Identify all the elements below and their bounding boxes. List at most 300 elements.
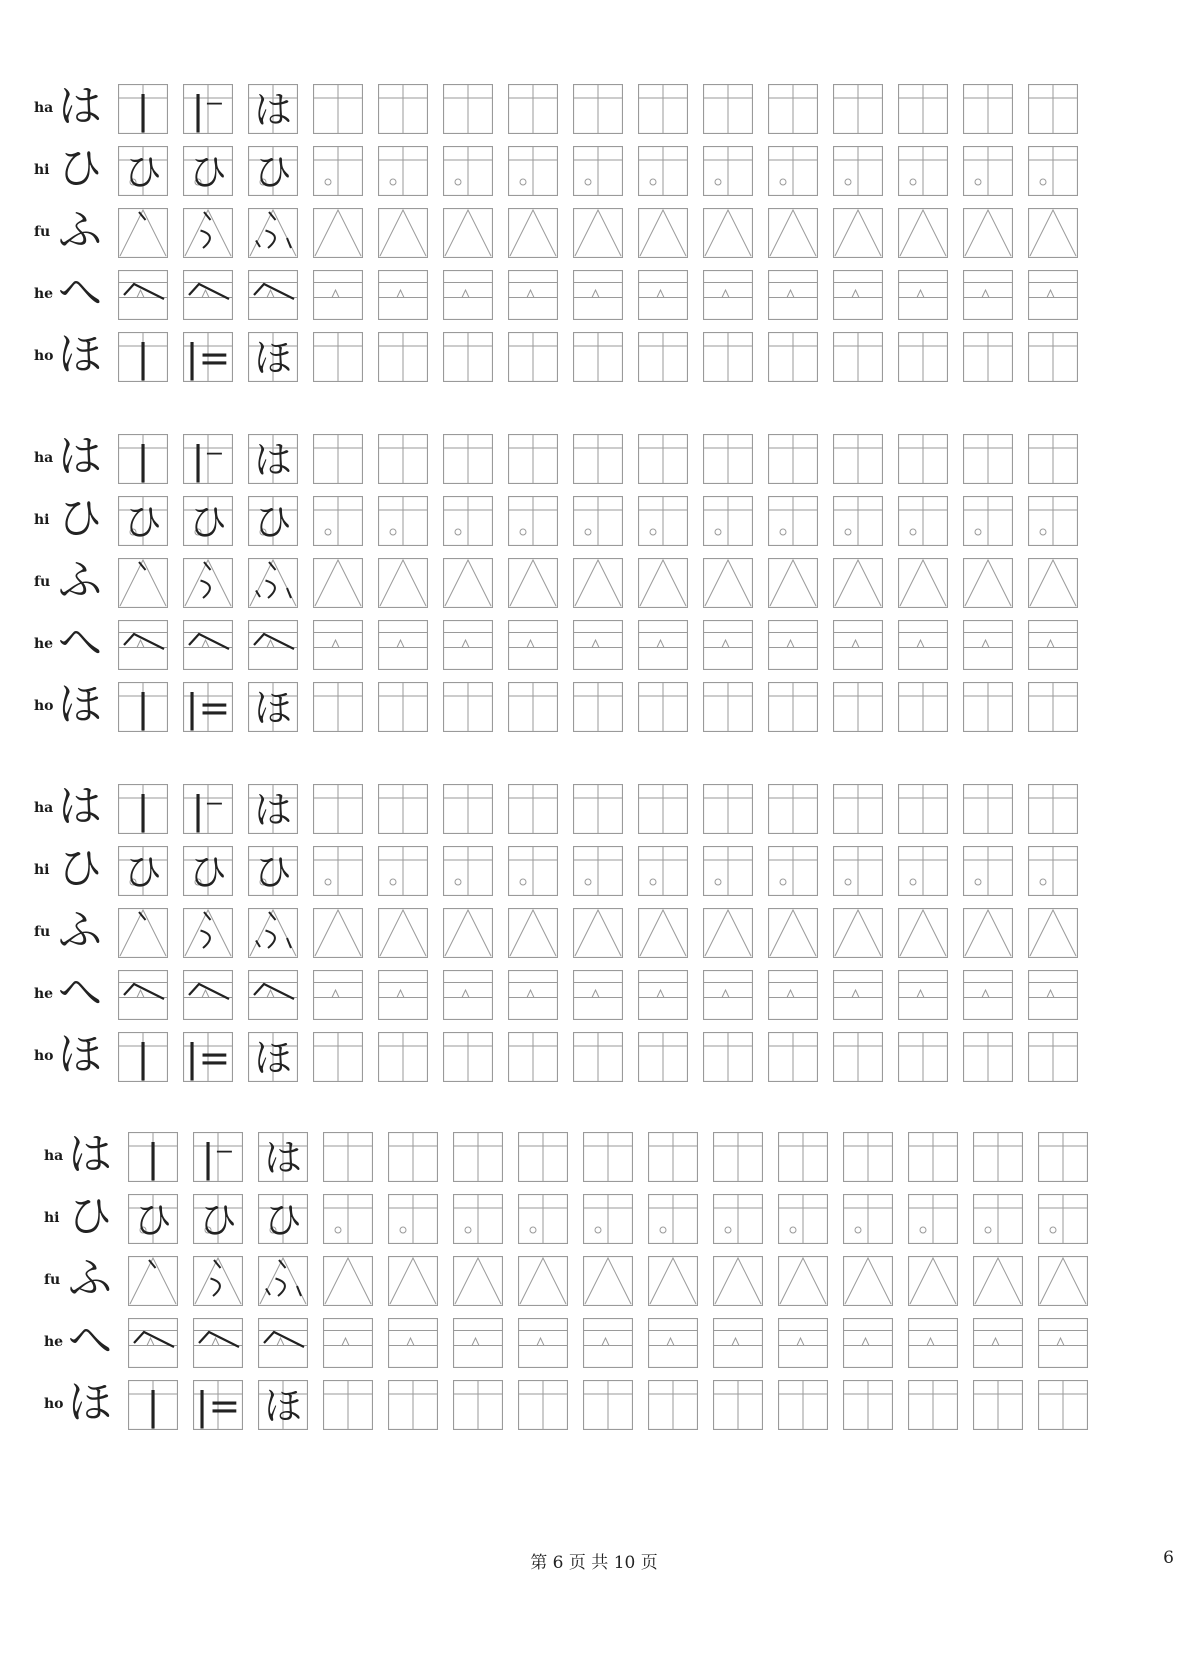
practice-cell [768, 908, 818, 958]
sample-stroke-text: ひ [198, 1198, 238, 1242]
practice-cell [843, 1380, 893, 1430]
practice-cell [323, 1256, 373, 1306]
kana-row-hi [0, 144, 1188, 200]
kana-character: ふ [58, 205, 102, 256]
sample-stroke-text: |⁻ [191, 438, 225, 482]
romaji-label: ha [44, 1148, 64, 1164]
practice-cell [908, 1194, 958, 1244]
practice-cell [898, 970, 948, 1020]
kana-row-ho [0, 680, 1188, 736]
practice-cell [443, 970, 493, 1020]
romaji-label: ha [34, 800, 54, 816]
practice-cell [518, 1256, 568, 1306]
sample-cell [118, 84, 168, 134]
practice-cell [703, 270, 753, 320]
practice-cell [323, 1132, 373, 1182]
romaji-label: ho [44, 1396, 64, 1412]
kana-character: ふ [68, 1253, 112, 1304]
practice-cell [443, 84, 493, 134]
romaji-label: hi [44, 1210, 60, 1226]
practice-cell [378, 332, 428, 382]
sample-stroke-text: ひ [188, 850, 228, 894]
sample-cell [248, 620, 298, 670]
sample-cell [118, 784, 168, 834]
sample-stroke-text: ひ [253, 850, 293, 894]
page-footer: 第 6 页 共 10 页 [530, 1553, 658, 1573]
practice-cell [388, 1318, 438, 1368]
practice-cell [508, 846, 558, 896]
kana-row-he [0, 1316, 1188, 1372]
practice-cell [648, 1256, 698, 1306]
practice-cell [768, 1032, 818, 1082]
sample-cell [183, 970, 233, 1020]
practice-cell [573, 146, 623, 196]
practice-cell [453, 1380, 503, 1430]
romaji-label: ho [34, 348, 54, 364]
practice-cell [573, 496, 623, 546]
romaji-label: fu [44, 1272, 61, 1288]
practice-cell [843, 1318, 893, 1368]
sample-stroke-text: は [253, 788, 293, 832]
practice-cell [313, 846, 363, 896]
practice-cell [443, 208, 493, 258]
practice-cell [833, 620, 883, 670]
practice-cell [573, 84, 623, 134]
practice-cell [898, 558, 948, 608]
practice-cell [768, 496, 818, 546]
practice-cell [378, 434, 428, 484]
sample-cell [183, 270, 233, 320]
practice-cell [833, 846, 883, 896]
practice-cell [703, 620, 753, 670]
kana-row-fu [0, 556, 1188, 612]
sample-stroke-text: ほ [253, 336, 293, 380]
practice-cell [573, 434, 623, 484]
practice-cell [908, 1380, 958, 1430]
romaji-label: hi [34, 512, 50, 528]
kana-row-hi [0, 844, 1188, 900]
practice-cell [638, 84, 688, 134]
sample-cell [258, 1256, 308, 1306]
sample-stroke-text: |= [185, 1036, 231, 1080]
practice-cell [583, 1256, 633, 1306]
sample-cell [258, 1132, 308, 1182]
practice-cell [313, 682, 363, 732]
romaji-label: fu [34, 924, 51, 940]
romaji-label: hi [34, 162, 50, 178]
practice-cell [648, 1132, 698, 1182]
practice-cell [1028, 846, 1078, 896]
practice-cell [833, 208, 883, 258]
practice-cell [898, 784, 948, 834]
practice-cell [638, 970, 688, 1020]
practice-cell [898, 332, 948, 382]
practice-cell [768, 784, 818, 834]
romaji-label: ha [34, 100, 54, 116]
practice-cell [573, 908, 623, 958]
practice-cell [443, 1032, 493, 1082]
sample-cell [258, 1318, 308, 1368]
practice-cell [703, 1032, 753, 1082]
practice-cell [443, 558, 493, 608]
practice-cell [898, 270, 948, 320]
kana-row-he [0, 268, 1188, 324]
practice-cell [703, 496, 753, 546]
practice-cell [313, 208, 363, 258]
practice-cell [843, 1194, 893, 1244]
practice-cell [648, 1318, 698, 1368]
practice-cell [573, 270, 623, 320]
practice-cell [443, 332, 493, 382]
practice-cell [573, 784, 623, 834]
sample-cell [248, 270, 298, 320]
sample-cell [118, 270, 168, 320]
sample-cell [248, 846, 298, 896]
sample-stroke-text: | [146, 1384, 160, 1428]
sample-cell [248, 682, 298, 732]
kana-character: は [68, 1129, 112, 1180]
sample-cell [248, 146, 298, 196]
practice-cell [508, 1032, 558, 1082]
kana-character: ひ [58, 843, 102, 894]
sample-cell [183, 846, 233, 896]
practice-cell [638, 784, 688, 834]
practice-cell [833, 1032, 883, 1082]
kana-row-fu [0, 1254, 1188, 1310]
practice-cell [898, 84, 948, 134]
practice-cell [648, 1194, 698, 1244]
practice-cell [378, 908, 428, 958]
sample-stroke-text: ほ [253, 686, 293, 730]
practice-cell [453, 1318, 503, 1368]
practice-cell [778, 1256, 828, 1306]
practice-cell [703, 558, 753, 608]
sample-stroke-text: ひ [263, 1198, 303, 1242]
practice-cell [1028, 682, 1078, 732]
sample-cell [118, 332, 168, 382]
practice-cell [583, 1194, 633, 1244]
sample-stroke-text: は [253, 438, 293, 482]
practice-cell [443, 434, 493, 484]
sample-stroke-text: | [136, 438, 150, 482]
kana-row-he [0, 618, 1188, 674]
sample-cell [118, 620, 168, 670]
sample-stroke-text: |= [185, 336, 231, 380]
practice-cell [378, 270, 428, 320]
practice-cell [768, 620, 818, 670]
practice-cell [703, 84, 753, 134]
practice-cell [713, 1380, 763, 1430]
practice-cell [1028, 496, 1078, 546]
romaji-label: ho [34, 1048, 54, 1064]
sample-cell [128, 1380, 178, 1430]
practice-cell [908, 1318, 958, 1368]
practice-cell [703, 332, 753, 382]
practice-cell [1028, 620, 1078, 670]
practice-cell [768, 270, 818, 320]
sample-cell [248, 558, 298, 608]
kana-row-hi [0, 494, 1188, 550]
sample-cell [128, 1194, 178, 1244]
practice-cell [638, 558, 688, 608]
sample-cell [183, 208, 233, 258]
sample-stroke-text: ひ [253, 150, 293, 194]
sample-cell [193, 1256, 243, 1306]
practice-cell [573, 558, 623, 608]
practice-cell [443, 270, 493, 320]
practice-cell [703, 146, 753, 196]
sample-stroke-text: ひ [253, 500, 293, 544]
practice-cell [313, 908, 363, 958]
kana-row-ha [0, 782, 1188, 838]
sample-cell [248, 332, 298, 382]
practice-cell [323, 1380, 373, 1430]
romaji-label: ha [34, 450, 54, 466]
sample-cell [183, 1032, 233, 1082]
kana-row-ho [0, 330, 1188, 386]
kana-character: へ [58, 967, 102, 1018]
practice-cell [508, 908, 558, 958]
practice-cell [443, 682, 493, 732]
practice-cell [833, 332, 883, 382]
practice-cell [378, 970, 428, 1020]
romaji-label: ho [34, 698, 54, 714]
sample-cell [193, 1380, 243, 1430]
practice-cell [313, 146, 363, 196]
sample-cell [118, 1032, 168, 1082]
practice-cell [1038, 1380, 1088, 1430]
sample-cell [183, 146, 233, 196]
page-number: 6 [1163, 1548, 1174, 1568]
sample-cell [248, 434, 298, 484]
practice-cell [648, 1380, 698, 1430]
kana-character: ふ [58, 905, 102, 956]
practice-cell [508, 496, 558, 546]
kana-row-he [0, 968, 1188, 1024]
sample-stroke-text: ひ [123, 850, 163, 894]
practice-cell [573, 682, 623, 732]
practice-cell [638, 1032, 688, 1082]
sample-stroke-text: ひ [188, 150, 228, 194]
practice-cell [898, 1032, 948, 1082]
practice-cell [443, 908, 493, 958]
kana-row-ha [0, 82, 1188, 138]
kana-character: ひ [58, 143, 102, 194]
practice-cell [388, 1194, 438, 1244]
kana-character: は [58, 781, 102, 832]
sample-cell [248, 784, 298, 834]
romaji-label: hi [34, 862, 50, 878]
practice-cell [583, 1318, 633, 1368]
kana-character: ふ [58, 555, 102, 606]
practice-cell [713, 1318, 763, 1368]
practice-cell [1038, 1256, 1088, 1306]
practice-cell [898, 682, 948, 732]
sample-stroke-text: は [263, 1136, 303, 1180]
practice-cell [963, 208, 1013, 258]
romaji-label: he [34, 286, 54, 302]
practice-cell [713, 1132, 763, 1182]
practice-cell [963, 84, 1013, 134]
sample-cell [128, 1132, 178, 1182]
practice-cell [768, 84, 818, 134]
practice-cell [703, 784, 753, 834]
practice-cell [508, 682, 558, 732]
practice-cell [388, 1380, 438, 1430]
practice-cell [768, 332, 818, 382]
kana-character: ひ [58, 493, 102, 544]
kana-character: ほ [68, 1377, 112, 1428]
practice-cell [703, 846, 753, 896]
practice-cell [973, 1380, 1023, 1430]
practice-cell [1028, 558, 1078, 608]
practice-cell [713, 1256, 763, 1306]
practice-cell [833, 682, 883, 732]
practice-cell [768, 558, 818, 608]
practice-cell [313, 496, 363, 546]
practice-cell [963, 270, 1013, 320]
practice-cell [378, 1032, 428, 1082]
practice-cell [973, 1256, 1023, 1306]
sample-cell [118, 208, 168, 258]
sample-stroke-text: ほ [253, 1036, 293, 1080]
sample-stroke-text: | [136, 336, 150, 380]
practice-cell [508, 332, 558, 382]
practice-cell [1028, 908, 1078, 958]
practice-cell [508, 84, 558, 134]
practice-cell [703, 434, 753, 484]
sample-stroke-text: | [146, 1136, 160, 1180]
practice-cell [508, 970, 558, 1020]
practice-cell [638, 434, 688, 484]
practice-cell [378, 208, 428, 258]
practice-cell [908, 1132, 958, 1182]
practice-cell [443, 620, 493, 670]
sample-cell [193, 1132, 243, 1182]
sample-cell [183, 558, 233, 608]
sample-stroke-text: |⁻ [201, 1136, 235, 1180]
practice-cell [973, 1194, 1023, 1244]
practice-cell [898, 496, 948, 546]
kana-row-fu [0, 906, 1188, 962]
kana-row-ha [0, 1130, 1188, 1186]
practice-cell [703, 970, 753, 1020]
practice-cell [638, 270, 688, 320]
practice-cell [453, 1132, 503, 1182]
practice-cell [378, 146, 428, 196]
practice-cell [573, 208, 623, 258]
practice-cell [313, 434, 363, 484]
kana-character: へ [68, 1315, 112, 1366]
kana-character: は [58, 431, 102, 482]
practice-cell [768, 208, 818, 258]
practice-cell [833, 784, 883, 834]
sample-cell [118, 908, 168, 958]
practice-cell [638, 620, 688, 670]
practice-cell [898, 846, 948, 896]
sample-cell [118, 496, 168, 546]
practice-cell [378, 496, 428, 546]
practice-cell [703, 682, 753, 732]
sample-cell [193, 1194, 243, 1244]
practice-cell [508, 558, 558, 608]
practice-cell [833, 84, 883, 134]
sample-cell [248, 970, 298, 1020]
practice-cell [638, 846, 688, 896]
practice-cell [833, 908, 883, 958]
practice-cell [583, 1132, 633, 1182]
sample-cell [258, 1380, 308, 1430]
sample-cell [183, 84, 233, 134]
sample-cell [258, 1194, 308, 1244]
practice-cell [963, 970, 1013, 1020]
practice-cell [843, 1132, 893, 1182]
practice-cell [518, 1194, 568, 1244]
practice-cell [1028, 332, 1078, 382]
practice-cell [443, 846, 493, 896]
practice-cell [973, 1132, 1023, 1182]
sample-cell [118, 558, 168, 608]
sample-stroke-text: ひ [123, 150, 163, 194]
practice-cell [898, 434, 948, 484]
practice-cell [768, 682, 818, 732]
sample-stroke-text: ほ [263, 1384, 303, 1428]
sample-stroke-text: ひ [188, 500, 228, 544]
practice-cell [313, 270, 363, 320]
kana-character: は [58, 81, 102, 132]
practice-cell [963, 620, 1013, 670]
sample-cell [118, 682, 168, 732]
practice-cell [898, 146, 948, 196]
kana-character: ひ [68, 1191, 112, 1242]
practice-cell [313, 620, 363, 670]
romaji-label: fu [34, 574, 51, 590]
practice-cell [963, 146, 1013, 196]
practice-cell [703, 908, 753, 958]
practice-cell [768, 846, 818, 896]
practice-cell [518, 1132, 568, 1182]
sample-stroke-text: |⁻ [191, 788, 225, 832]
practice-cell [1028, 784, 1078, 834]
practice-cell [508, 146, 558, 196]
practice-cell [573, 620, 623, 670]
sample-stroke-text: | [136, 686, 150, 730]
practice-cell [963, 496, 1013, 546]
romaji-label: he [44, 1334, 64, 1350]
practice-cell [573, 1032, 623, 1082]
romaji-label: he [34, 986, 54, 1002]
sample-stroke-text: | [136, 88, 150, 132]
practice-cell [963, 1032, 1013, 1082]
practice-cell [323, 1318, 373, 1368]
sample-cell [183, 332, 233, 382]
practice-cell [778, 1380, 828, 1430]
sample-cell [183, 620, 233, 670]
practice-cell [833, 146, 883, 196]
sample-cell [248, 496, 298, 546]
sample-cell [128, 1318, 178, 1368]
sample-cell [248, 208, 298, 258]
practice-cell [1028, 208, 1078, 258]
practice-cell [453, 1256, 503, 1306]
kana-character: へ [58, 617, 102, 668]
practice-cell [313, 332, 363, 382]
kana-character: ほ [58, 679, 102, 730]
practice-cell [898, 620, 948, 670]
practice-cell [833, 496, 883, 546]
sample-cell [248, 1032, 298, 1082]
practice-cell [638, 332, 688, 382]
